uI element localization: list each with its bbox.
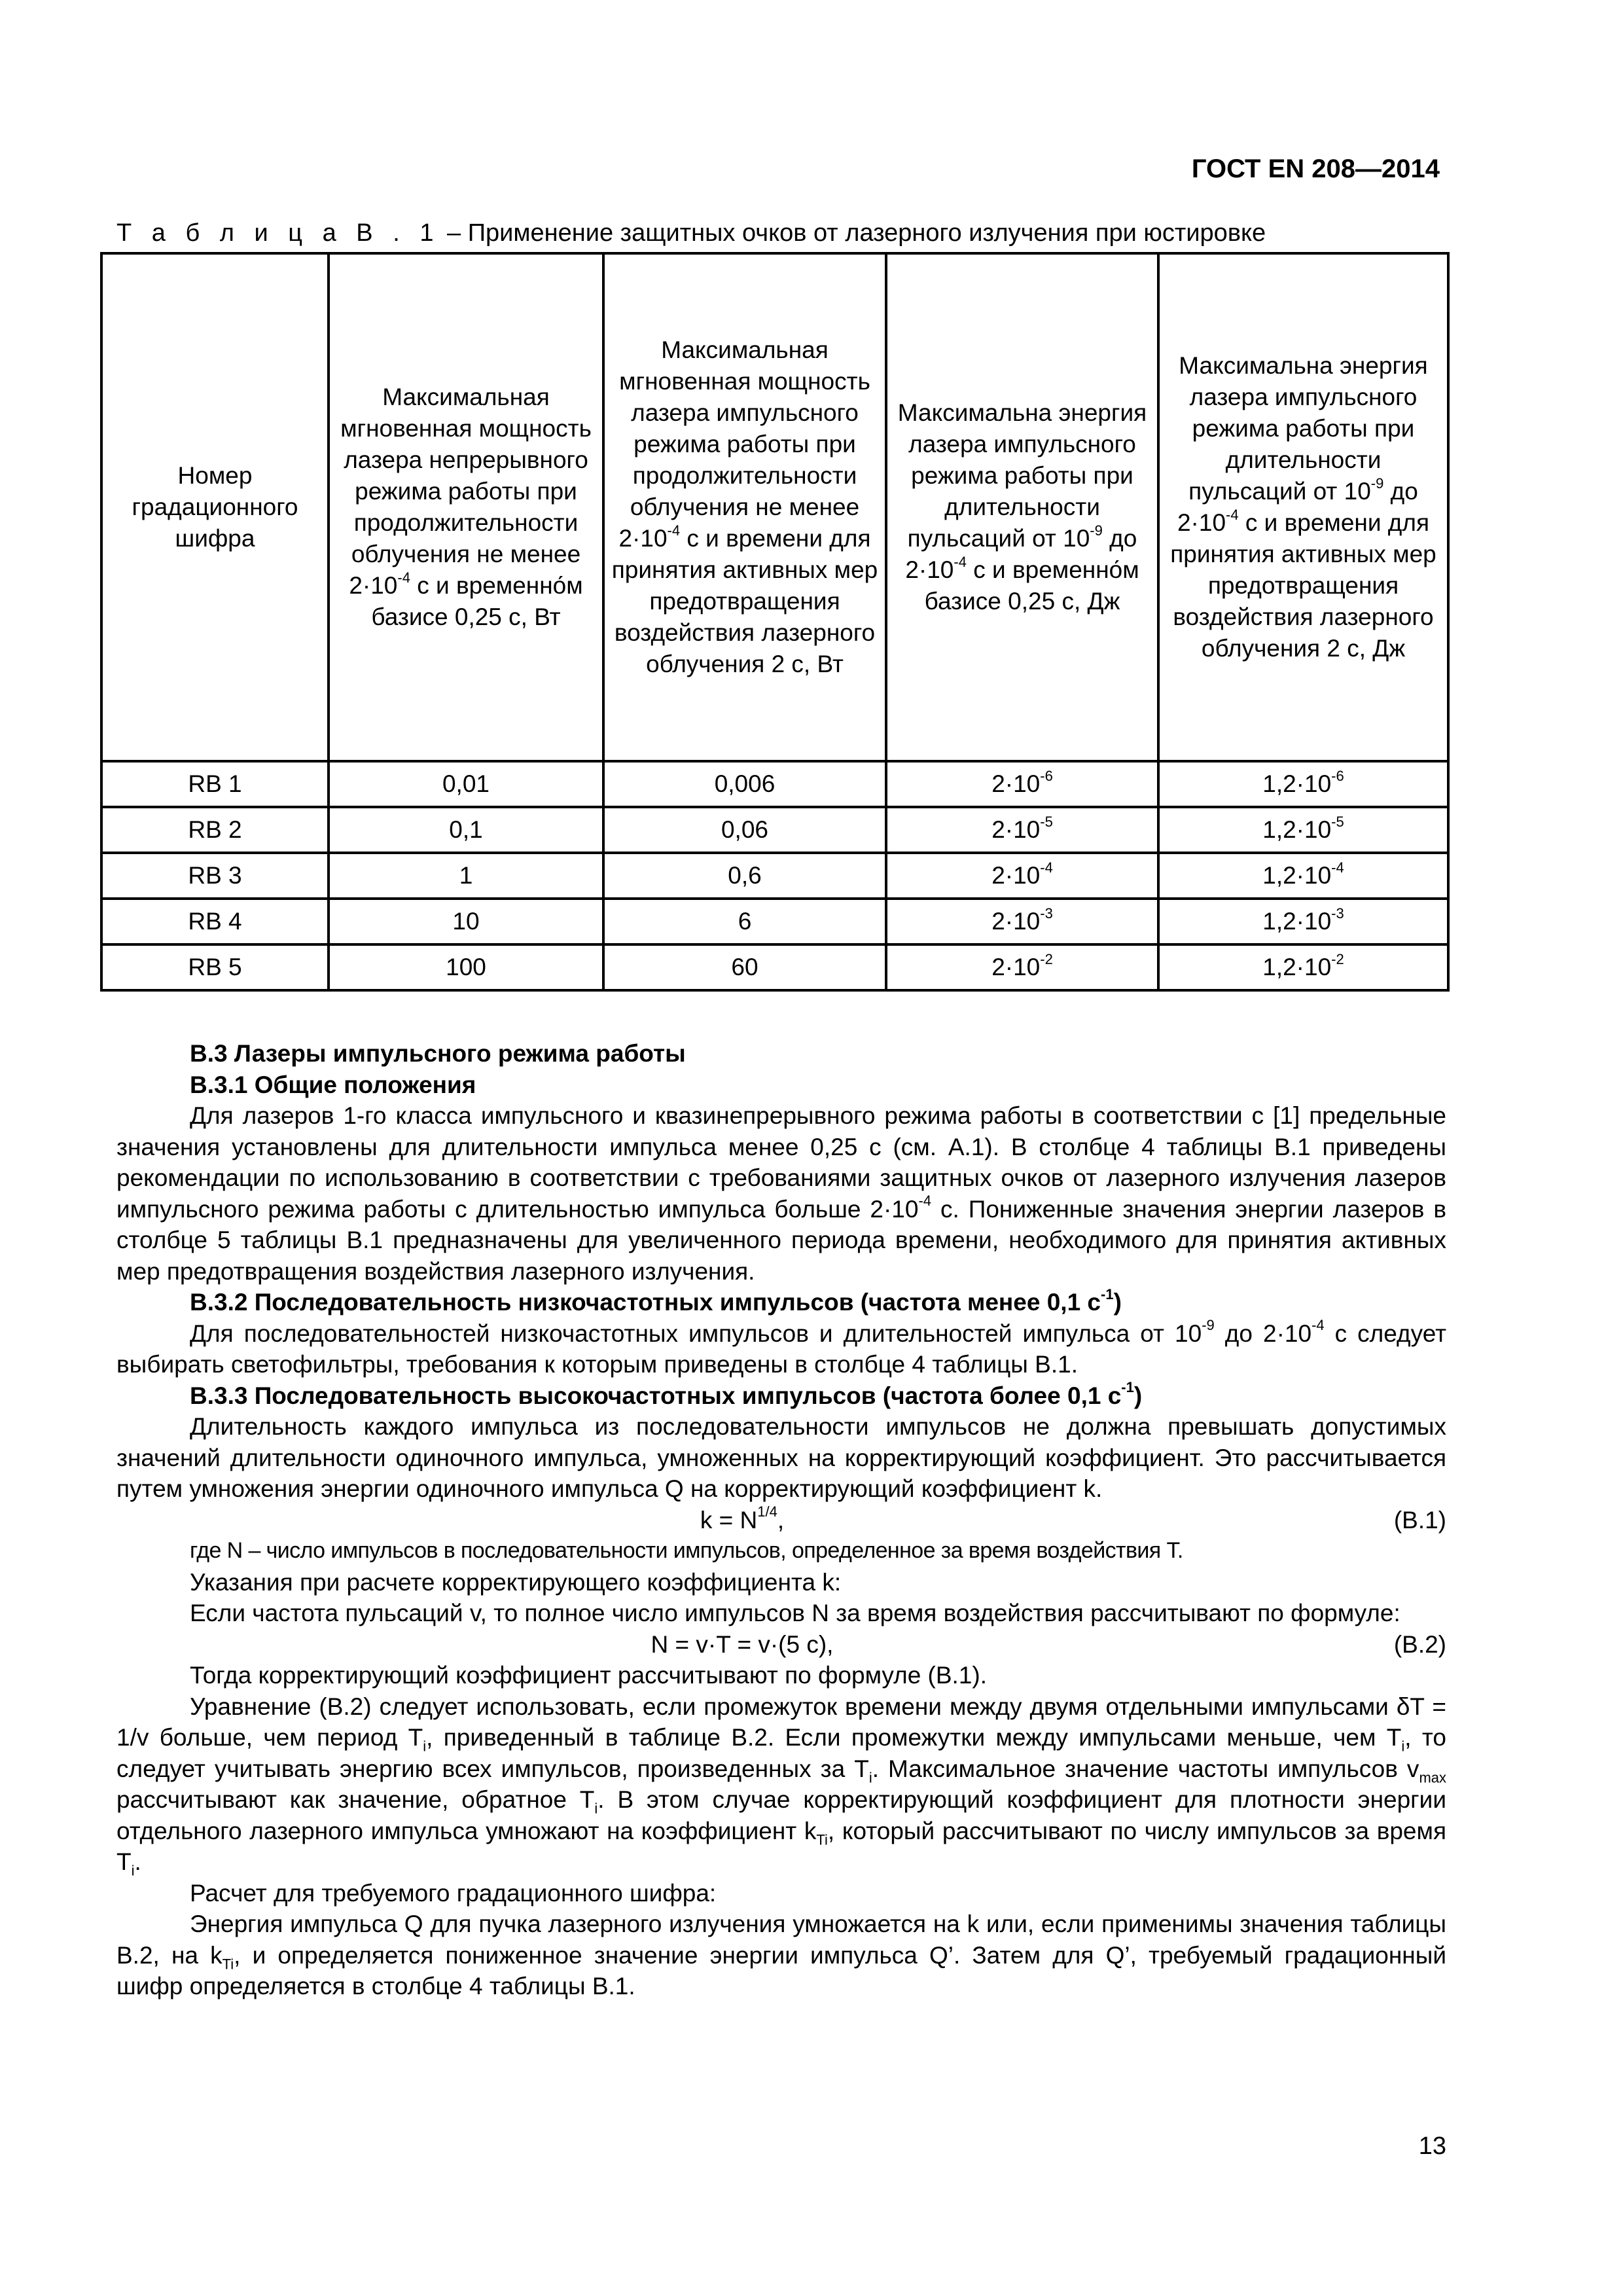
header-col-code-text: Номер градационного шифра <box>132 462 298 552</box>
header-col-pulse-energy-text: Максимальна энергия лазера импульсного режима работы при длительности пульсаций от 10 <box>897 399 1147 552</box>
header-col-pulse-power <box>603 253 886 761</box>
cell-reduced-energy <box>1158 807 1448 853</box>
exponent: -5 <box>1331 813 1344 830</box>
exponent: -4 <box>1040 859 1053 876</box>
table-row <box>101 853 1448 899</box>
paragraph-text: с следует выбирать светофильтры, требования к которым приведены в столбце 4 таблицы В.1. <box>116 1319 1447 1378</box>
formula-b2 <box>116 1629 1446 1660</box>
paragraph-text: , и определяется пониженное значение энергии импульса Q’. Затем для Q’, требуемый градационный шифр определяется в столбце 4 таблицы В.1. <box>116 1941 1446 2000</box>
header-col-cw-power-text: Максимальная мгновенная мощность лазера непрерывного режима работы при продолжительности облучения не менее 2·10 <box>340 384 592 599</box>
cell-reduced-energy <box>1158 944 1448 990</box>
paragraph-text: . <box>134 1848 141 1875</box>
table-row <box>101 899 1448 944</box>
paragraph-instructions: Указания при расчете корректирующего коэффициента k: <box>190 1568 842 1596</box>
subscript: max <box>1419 1768 1446 1785</box>
cell-value: 1,2·10 <box>1262 954 1332 980</box>
exponent: -4 <box>918 1193 932 1210</box>
cell-cw-power: 10 <box>329 899 603 944</box>
header-col-reduced-energy-tail: с и времени для принятия активных мер предотвращения воздействия лазерного облучения 2 с, Дж <box>1170 509 1436 662</box>
subscript: i <box>131 1862 135 1879</box>
cell-code: RB 4 <box>101 899 329 944</box>
heading-text: В.3.2 Последовательность низкочастотных импульсов (частота менее 0,1 с <box>190 1289 1101 1316</box>
subscript: i <box>423 1738 427 1755</box>
paragraph-high-frequency: Длительность каждого импульса из последовательности импульсов не должна превышать допустимых значений длительности одиночного импульса, умноженных на корректирующий коэффициент. Это рассчитывается путем умножения энергии одиночного импульса Q на корректирующий коэффициент k. <box>116 1413 1446 1502</box>
paragraph-text: Для лазеров 1-го класса импульсного и квазинепрерывного режима работы в соответствии с [1] предельные значения установлены для длительности импульса менее 0,25 с (см. А.1). В столбце 4 таблицы В.1 приведены рекомендации по использованию в соответствии с требованиями защитных очков от лазерного излучения лазеров импульсного режима работы с длительностью импульса больше 2·10 <box>116 1102 1446 1223</box>
subscript: i <box>868 1768 872 1785</box>
paragraph-calculation: Расчет для требуемого градационного шифра: <box>190 1879 717 1907</box>
exponent: -9 <box>1090 522 1103 539</box>
cell-code: RB 5 <box>101 944 329 990</box>
exponent: -4 <box>667 522 681 539</box>
cell-value: 2·10 <box>991 908 1041 935</box>
exponent: -3 <box>1040 905 1053 922</box>
cell-pulse-energy <box>886 853 1158 899</box>
section-b3 <box>116 1038 1446 2002</box>
formula-text: , <box>777 1506 785 1534</box>
table-row <box>101 944 1448 990</box>
exponent: -3 <box>1331 905 1344 922</box>
paragraph-general <box>116 1100 1446 1287</box>
header-col-reduced-energy <box>1158 253 1448 761</box>
exponent: -6 <box>1331 767 1344 784</box>
formula-text: k = N <box>700 1506 758 1534</box>
header-col-reduced-energy-text: Максимальна энергия лазера импульсного режима работы при длительности пульсаций от 10 <box>1179 352 1428 505</box>
standard-code: ГОСТ EN 208—2014 <box>1191 154 1440 183</box>
heading-text: ) <box>1113 1289 1122 1316</box>
cell-pulse-power: 6 <box>603 899 886 944</box>
header-col-cw-power-tail: с и временно́м базисе 0,25 с, Вт <box>371 572 583 630</box>
cell-reduced-energy <box>1158 853 1448 899</box>
header-col-code <box>101 253 329 761</box>
paragraph-text: , то следует учитывать энергию всех импульсов, произведенных за T <box>116 1724 1447 1782</box>
cell-pulse-power: 0,006 <box>603 761 886 807</box>
formula-expression: N = v·T = v·(5 с), <box>651 1630 834 1658</box>
exponent: -4 <box>1226 506 1239 523</box>
heading-b3: В.3 Лазеры импульсного режима работы <box>190 1040 686 1067</box>
paragraph-text: , который рассчитывают по числу импульсов за время T <box>116 1817 1446 1875</box>
cell-pulse-power: 0,06 <box>603 807 886 853</box>
exponent: -5 <box>1040 813 1053 830</box>
header-col-pulse-energy <box>886 253 1158 761</box>
paragraph-pulse-energy <box>116 1909 1446 2002</box>
cell-cw-power: 100 <box>329 944 603 990</box>
cell-value: 1,2·10 <box>1262 816 1332 843</box>
paragraph-text: . В этом случае корректирующий коэффициент для плотности энергии отдельного лазерного импульса умножают на коэффициент k <box>116 1786 1446 1844</box>
cell-code: RB 3 <box>101 853 329 899</box>
paragraph-text: до 2·10 <box>1214 1319 1312 1347</box>
cell-cw-power: 1 <box>329 853 603 899</box>
header-col-reduced-energy-mid: до 2·10 <box>1177 478 1418 536</box>
formula-number: (В.2) <box>1393 1630 1446 1658</box>
header-col-cw-power <box>329 253 603 761</box>
exponent: 1/4 <box>757 1503 777 1520</box>
cell-reduced-energy <box>1158 899 1448 944</box>
header-col-pulse-energy-mid: до 2·10 <box>905 525 1137 583</box>
cell-value: 2·10 <box>991 816 1041 843</box>
cell-pulse-energy <box>886 807 1158 853</box>
exponent: -4 <box>397 569 410 586</box>
cell-value: 2·10 <box>991 770 1041 797</box>
cell-pulse-energy <box>886 761 1158 807</box>
heading-text: В.3.3 Последовательность высокочастотных импульсов (частота более 0,1 с <box>190 1382 1122 1409</box>
cell-pulse-energy <box>886 944 1158 990</box>
cell-reduced-energy <box>1158 761 1448 807</box>
exponent: -2 <box>1040 950 1053 967</box>
cell-value: 2·10 <box>991 862 1041 889</box>
formula-expression <box>116 1505 1368 1536</box>
formula-b1 <box>116 1505 1446 1536</box>
paragraph-text: рассчитывают как значение, обратное T <box>116 1786 595 1813</box>
cell-code: RB 2 <box>101 807 329 853</box>
cell-pulse-energy <box>886 899 1158 944</box>
header-col-pulse-energy-tail: с и временно́м базисе 0,25 с, Дж <box>924 556 1139 615</box>
table-header-row <box>101 253 1448 761</box>
formula-number: (В.1) <box>1393 1506 1446 1534</box>
paragraph-text: Уравнение (В.2) следует использовать, если промежуток времени между двумя отдельными импульсами δT = 1/v больше, чем период T <box>116 1693 1446 1751</box>
paragraph-text: , приведенный в таблице В.2. Если промежутки между импульсами меньше, чем T <box>426 1724 1402 1751</box>
cell-code: RB 1 <box>101 761 329 807</box>
table-caption-text: – Применение защитных очков от лазерного излучения при юстировке <box>440 219 1266 247</box>
paragraph-text: Для последовательностей низкочастотных импульсов и длительностей импульса от 10 <box>190 1319 1202 1347</box>
table-row <box>101 807 1448 853</box>
exponent: -1 <box>1101 1285 1114 1302</box>
paragraph-equation-use <box>116 1691 1446 1878</box>
exponent: -4 <box>1331 859 1344 876</box>
header-col-pulse-power-tail: с и времени для принятия активных мер предотвращения воздействия лазерного облучения 2 с, Вт <box>611 525 878 677</box>
exponent: -9 <box>1370 475 1384 492</box>
heading-b3-1: В.3.1 Общие положения <box>190 1071 476 1098</box>
exponent: -2 <box>1331 950 1344 967</box>
cell-value: 1,2·10 <box>1262 770 1332 797</box>
subscript: i <box>594 1800 598 1817</box>
heading-b3-2 <box>116 1287 1446 1318</box>
exponent: -4 <box>1311 1317 1325 1334</box>
cell-pulse-power: 60 <box>603 944 886 990</box>
paragraph-where: где N – число импульсов в последовательности импульсов, определенное за время воздействия T. <box>190 1538 1183 1563</box>
cell-value: 1,2·10 <box>1262 908 1332 935</box>
cell-value: 1,2·10 <box>1262 862 1332 889</box>
paragraph-then: Тогда корректирующий коэффициент рассчитывают по формуле (В.1). <box>190 1662 988 1689</box>
heading-text: ) <box>1133 1382 1143 1409</box>
paragraph-text: . Максимальное значение частоты импульсов v <box>872 1755 1419 1782</box>
cell-cw-power: 0,01 <box>329 761 603 807</box>
heading-b3-3 <box>116 1380 1446 1412</box>
paragraph-frequency: Если частота пульсаций v, то полное число импульсов N за время воздействия рассчитывают по формуле: <box>190 1600 1400 1626</box>
exponent: -4 <box>954 553 967 570</box>
paragraph-text: с. Пониженные значения энергии лазеров в столбце 5 таблицы В.1 предназначены для увеличенного периода времени, необходимого для принятия активных мер предотвращения воздействия лазерного излучения. <box>116 1195 1446 1285</box>
paragraph-low-frequency <box>116 1318 1446 1380</box>
subscript: i <box>1401 1738 1405 1755</box>
cell-cw-power: 0,1 <box>329 807 603 853</box>
cell-pulse-power: 0,6 <box>603 853 886 899</box>
subscript: Ti <box>816 1831 828 1848</box>
exponent: -6 <box>1040 767 1053 784</box>
page-number: 13 <box>1418 2132 1446 2160</box>
exponent: -1 <box>1121 1379 1134 1396</box>
subscript: Ti <box>222 1955 234 1972</box>
table-caption-label: Т а б л и ц а В . 1 <box>116 219 440 247</box>
cell-value: 2·10 <box>991 954 1041 980</box>
table-b1 <box>100 252 1450 992</box>
exponent: -9 <box>1202 1317 1215 1334</box>
paragraph-text: Энергия импульса Q для пучка лазерного излучения умножается на k или, если применимы значения таблицы В.2, на k <box>116 1910 1446 1969</box>
header-col-pulse-power-text: Максимальная мгновенная мощность лазера импульсного режима работы при продолжительности облучения не менее 2·10 <box>618 336 870 552</box>
table-caption <box>116 219 1266 247</box>
table-row <box>101 761 1448 807</box>
